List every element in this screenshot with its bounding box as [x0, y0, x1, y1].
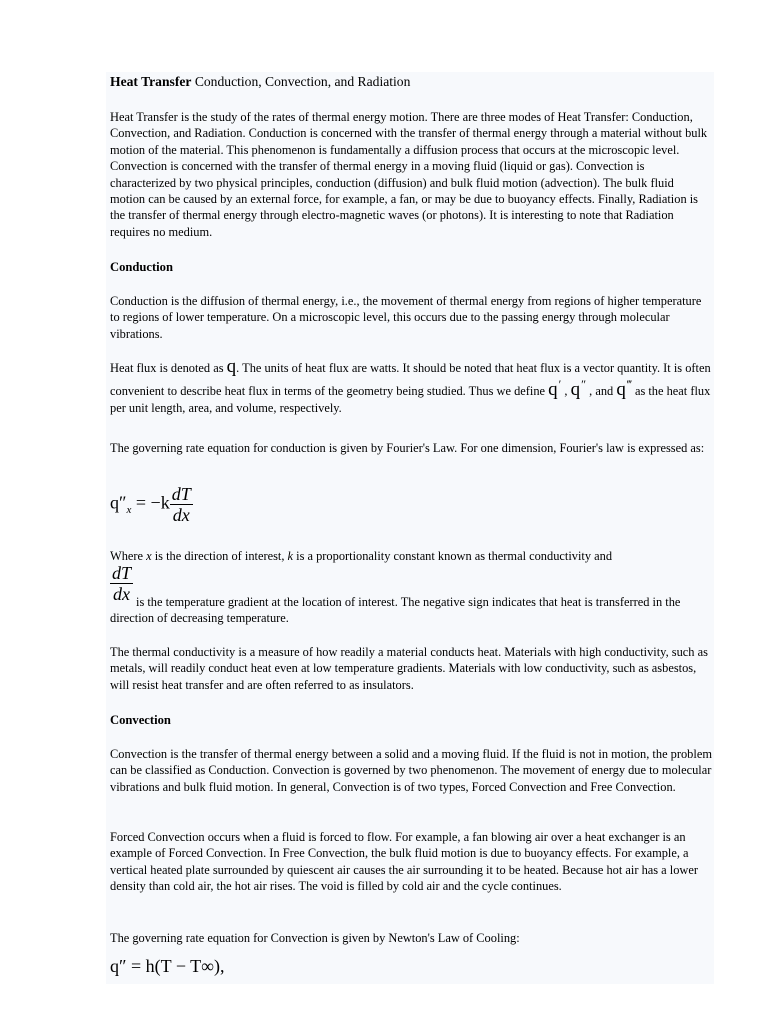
p2-text-a: Heat flux is denoted as: [110, 361, 227, 375]
fourier-equation: [110, 484, 193, 525]
document-page: [106, 72, 714, 984]
gradient-numerator: dT: [112, 563, 132, 583]
page-title: [110, 74, 410, 90]
conduction-paragraph-5: The thermal conductivity is a measure of how readily a material conducts heat. Materials with high conductivity, such as metals, will readily conduct heat even at low temperature gradients. Materials with low conductivity, such as asbestos, will resist heat transfer and are often referred to as insulators.: [110, 645, 708, 692]
conduction-paragraph-4: [110, 548, 712, 564]
eq-lhs: q″: [110, 492, 127, 513]
title-rest: Conduction, Convection, and Radiation: [191, 74, 411, 89]
q-symbol: q: [226, 356, 237, 377]
eq-denominator: dx: [170, 504, 193, 525]
p4-k: k: [287, 549, 294, 563]
eq-fraction: [170, 484, 193, 525]
conduction-paragraph-1: Conduction is the diffusion of thermal energy, i.e., the movement of thermal energy from regions of higher temperature to regions of lower temperature. On a microscopic level, this occurs due to the passing energy through molecular vibrations.: [110, 294, 702, 341]
prime-1: ′: [558, 377, 562, 392]
comma-text: ,: [561, 384, 571, 399]
intro-paragraph: Heat Transfer is the study of the rates of thermal energy motion. There are three modes of Heat Transfer: Conduction, Convection, and Radiation. Conduction is concerned with the transfer of thermal energy through a material without bulk motion of the material. This phenomenon is fundamentally a diffusion process that occurs at the microscopic level. Convection is concerned with the transfer of thermal energy in a moving fluid (liquid or gas). Convection is characterized by two physical principles, conduction (diffusion) and bulk fluid motion (advection). The bulk fluid motion can be caused by an external force, for example, a fan, or may be due to buoyancy effects. Finally, Radiation is the transfer of thermal energy through electro-magnetic waves (or photons). It is interesting to note that Radiation requires no medium.: [110, 110, 708, 239]
conduction-paragraph-4b: is the temperature gradient at the location of interest. The negative sign indicates that heat is transferred in the direction of decreasing temperature.: [110, 595, 681, 626]
prime-2: ″: [581, 377, 587, 392]
p4-x: x: [146, 549, 152, 563]
eq-mid: = −k: [131, 492, 170, 513]
conduction-paragraph-2: [110, 356, 712, 416]
prime-3: ‴: [626, 377, 632, 392]
q-prime-symbol: q: [548, 379, 558, 401]
q-triple-prime-symbol: q: [616, 379, 626, 401]
conduction-paragraph-3: The governing rate equation for conduction is given by Fourier's Law. For one dimension, Fourier's law is expressed as:: [110, 441, 705, 455]
convection-paragraph-3: The governing rate equation for Convection is given by Newton's Law of Cooling:: [110, 931, 520, 945]
p2-text-b: . The units of heat flux are watts. It should be noted that heat flux is a vector quantity. It is often convenient to describe heat flux in terms of the geometry being studied. Thus we define: [110, 361, 711, 399]
conduction-heading: Conduction: [110, 260, 173, 274]
convection-paragraph-2: Forced Convection occurs when a fluid is forced to flow. For example, a fan blowing air over a heat exchanger is an example of Forced Convection. In Free Convection, the bulk fluid motion is due to buoyancy effects. For example, a vertical heated plate surrounded by quiescent air causes the air surrounding it to be heated. Because hot air has a lower density than cold air, the hot air rises. The void is filled by cold air and the cycle continues.: [110, 830, 698, 894]
p4-text-b: is the direction of interest,: [151, 549, 288, 563]
p2-text-c: as the heat flux per unit length, area, and volume, respectively.: [110, 384, 711, 415]
eq-sub: x: [126, 504, 132, 517]
gradient-denominator: dx: [110, 583, 133, 604]
and-text: , and: [586, 384, 617, 399]
p4-text-c: is a proportionality constant known as thermal conductivity and: [293, 549, 613, 563]
title-bold: Heat Transfer: [110, 74, 192, 89]
newton-cooling-equation: q″ = h(T − T∞),: [110, 956, 225, 976]
p4-text-a: Where: [110, 549, 147, 563]
q-double-prime-symbol: q: [570, 379, 581, 401]
convection-heading: Convection: [110, 713, 171, 727]
convection-paragraph-1: Convection is the transfer of thermal energy between a solid and a moving fluid. If the fluid is not in motion, the problem can be classified as Conduction. Convection is governed by two phenomenon. The movement of energy due to molecular vibrations and bulk fluid motion. In general, Convection is of two types, Forced Convection and Free Convection.: [110, 747, 712, 794]
eq-numerator: dT: [171, 484, 191, 504]
